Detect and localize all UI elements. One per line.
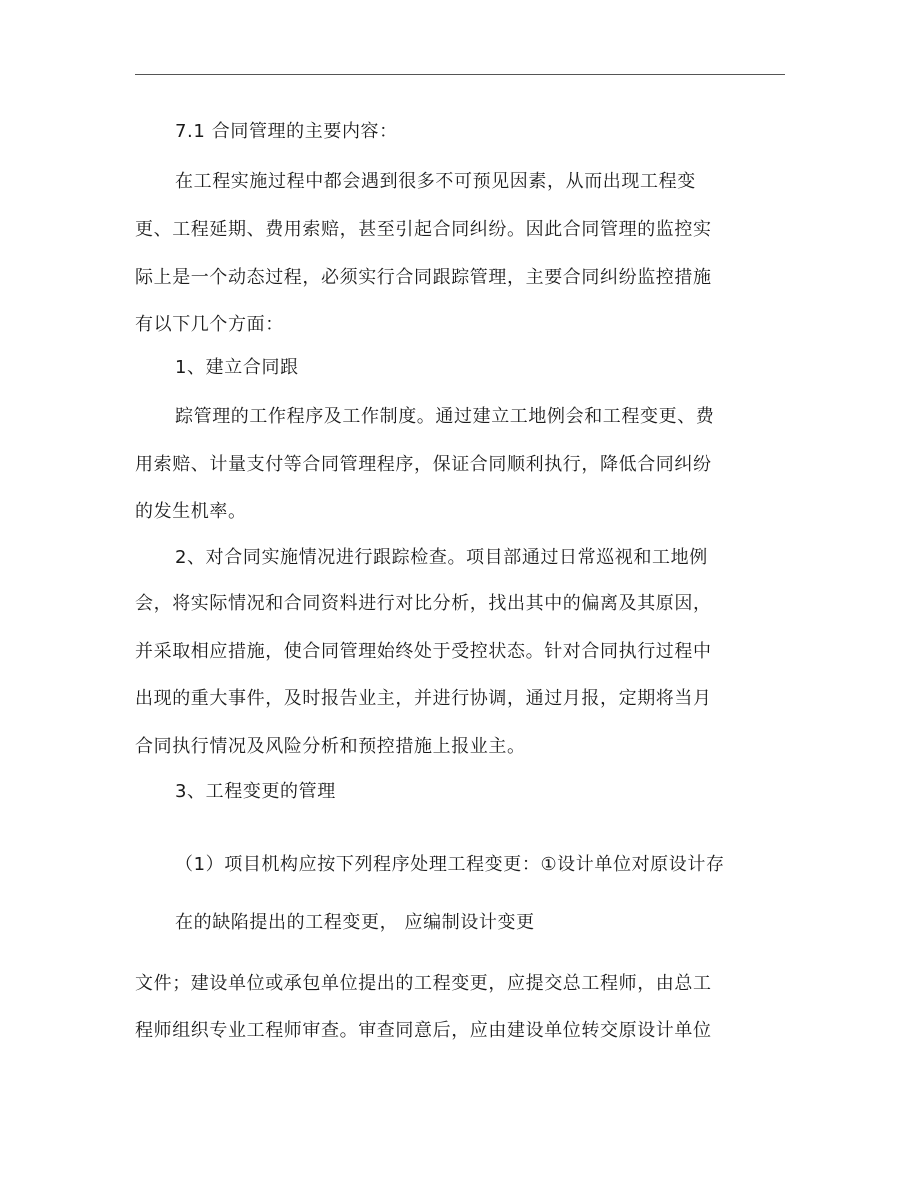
list-item-heading: 3、工程变更的管理 [175, 781, 336, 802]
paragraph-line: 踪管理的工作程序及工作制度。通过建立工地例会和工程变更、费 [175, 406, 715, 427]
paragraph-line: 程师组织专业工程师审查。审查同意后，应由建设单位转交原设计单位 [135, 1020, 712, 1041]
paragraph-line: 合同执行情况及风险分析和预控措施上报业主。 [135, 736, 526, 757]
paragraph-line: 并采取相应措施，使合同管理始终处于受控状态。针对合同执行过程中 [135, 641, 712, 662]
paragraph-line: （1）项目机构应按下列程序处理工程变更：①设计单位对原设计存 [175, 854, 725, 875]
paragraph-line: 会，将实际情况和合同资料进行对比分析，找出其中的偏离及其原因， [135, 593, 712, 614]
paragraph-line: 在工程实施过程中都会遇到很多不可预见因素，从而出现工程变 [175, 171, 696, 192]
paragraph-line: 2、对合同实施情况进行跟踪检查。项目部通过日常巡视和工地例 [175, 547, 708, 568]
header-rule [135, 74, 785, 75]
section-heading: 7.1 合同管理的主要内容： [175, 121, 398, 142]
list-item-heading: 1、建立合同跟 [175, 357, 299, 378]
paragraph-line: 的发生机率。 [135, 501, 247, 522]
paragraph-line: 文件；建设单位或承包单位提出的工程变更，应提交总工程师，由总工 [135, 973, 712, 994]
paragraph-line: 有以下几个方面： [135, 314, 284, 335]
paragraph-line: 用索赔、计量支付等合同管理程序，保证合同顺利执行，降低合同纠纷 [135, 454, 712, 475]
paragraph-line: 在的缺陷提出的工程变更， 应编制设计变更 [175, 912, 535, 933]
paragraph-line: 际上是一个动态过程，必须实行合同跟踪管理，主要合同纠纷监控措施 [135, 267, 712, 288]
paragraph-line: 更、工程延期、费用索赔，甚至引起合同纠纷。因此合同管理的监控实 [135, 219, 712, 240]
paragraph-line: 出现的重大事件，及时报告业主，并进行协调，通过月报，定期将当月 [135, 688, 712, 709]
